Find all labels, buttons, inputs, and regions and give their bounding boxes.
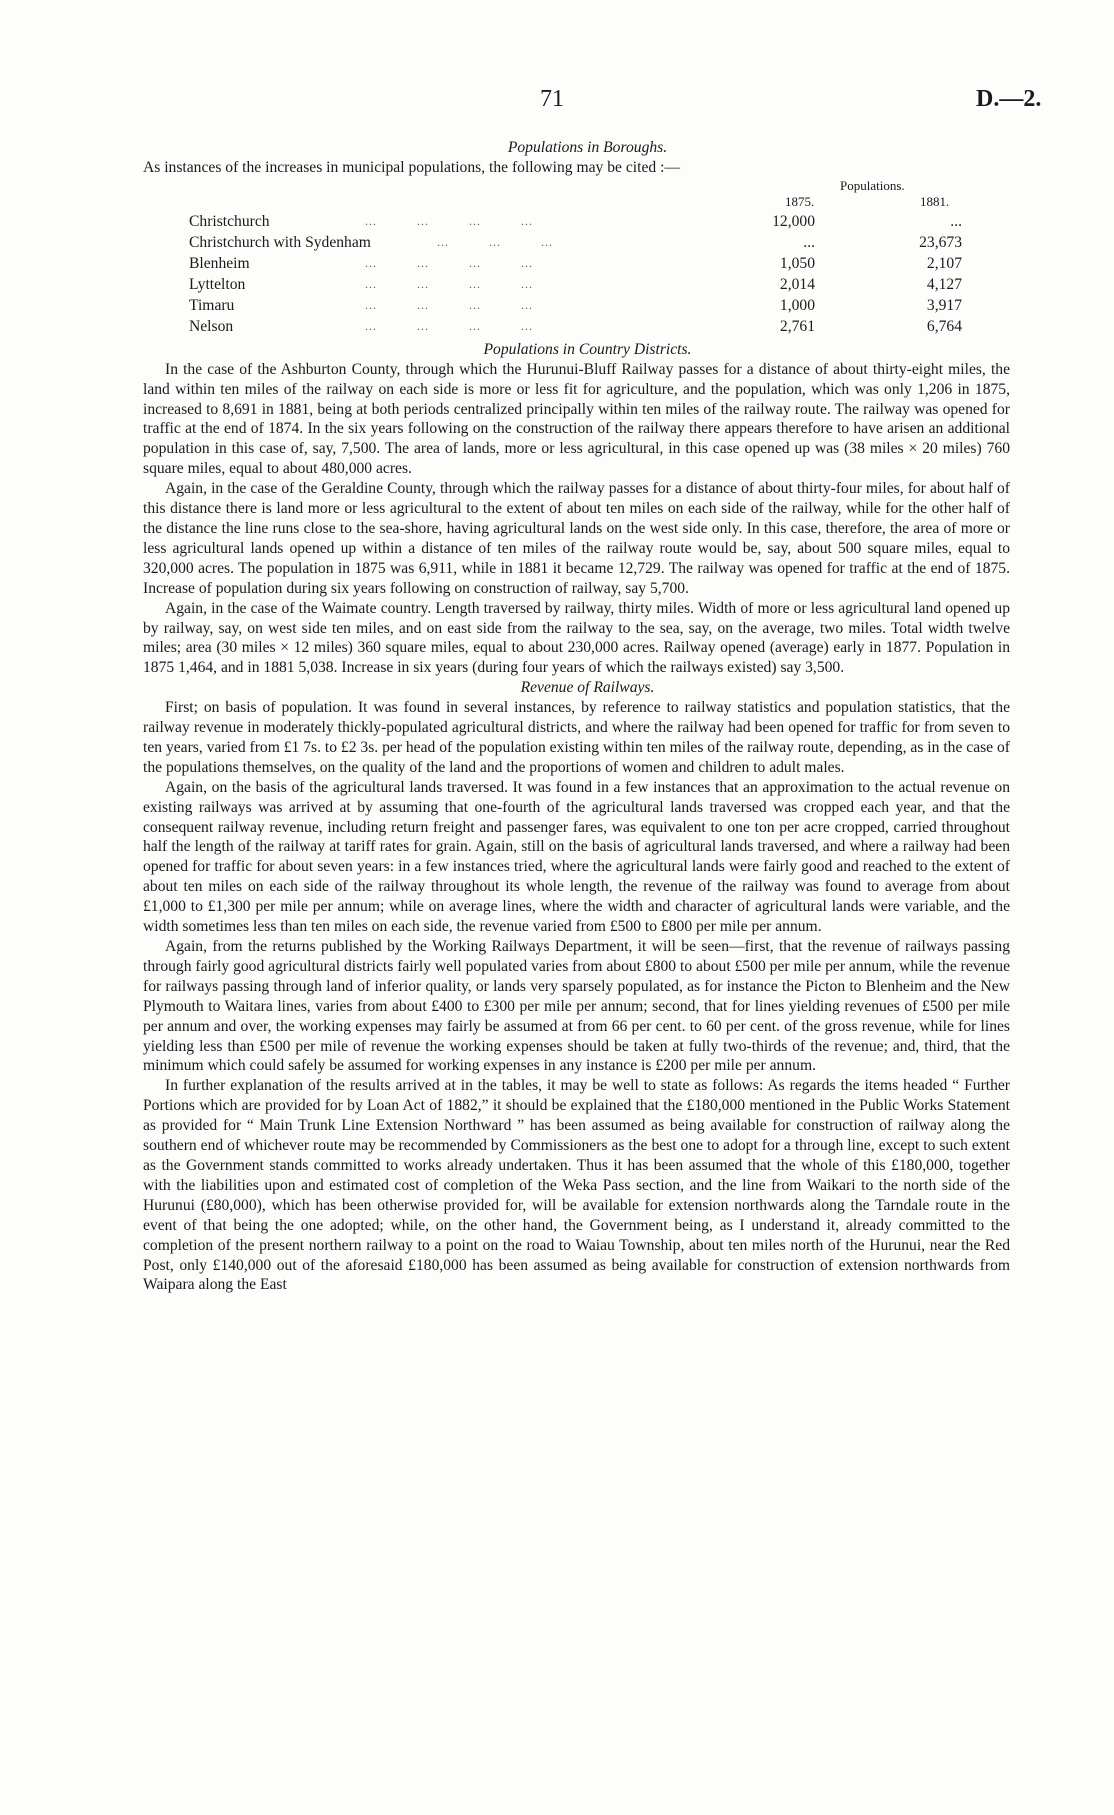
dot-leaders: ... ... ... — [353, 234, 553, 249]
dot-leaders: ... ... ... ... — [353, 213, 533, 228]
boroughs-intro: As instances of the increases in municipal populations, the following may be cited :— — [143, 158, 680, 176]
table-row: Nelson ... ... ... ... 2,761 6,764 — [189, 317, 962, 335]
col-group-header: Populations. — [840, 177, 905, 193]
revenue-heading: Revenue of Railways. — [520, 679, 655, 697]
col-1881-header: 1881. — [920, 193, 950, 209]
revenue-paragraph-4: In further explanation of the results arrived at in the tables, it may be well to state as follows: As regards the items headed “ Further Portions which are provided for by Loan Act of 1882,” it should be explained that the £180,000 mentioned in the Public Works Statement as provided for “ Main Trunk Line Extension Northward ” has been assumed as being available for construction of railway along the southern end of whichever route may be recommended by Commissioners as the best one to adopt for a through line, except to such extent as the Government stands committed to works already undertaken. Thus it has been assumed that the whole of this £180,000, together with the liabilities upon and estimated cost of completion of the Weka Pass section, and the line from Waikari to the north side of the Hurunui (£80,000), which has been otherwise provided for, will be available for extension northwards along the Tarndale route in the event of that being the one adopted; while, on the other hand, the Government being, as I understand it, already committed to the completion of the present northern railway to a point on the road to Waiau Township, about ten miles north of the Hurunui, near the Red Post, only £140,000 out of the aforesaid £180,000 has been assumed as being available for construction of extension northwards from Waipara along the East — [143, 1077, 1010, 1294]
country-paragraph-1: In the case of the Ashburton County, through which the Hurunui-Bluff Railway passes for a distance of about thirty-eight miles, the land within ten miles of the railway on each side is more or less fit for agriculture, and the population, which was only 1,206 in 1875, increased to 8,691 in 1881, being at both periods centralized principally within ten miles of the railway route. The railway was opened for traffic at the end of 1874. In the six years following on the construction of the railway there appears therefore to have arisen an additional population in this case of, say, 7,500. The area of lands, more or less agricultural, in this case opened up was (38 miles × 20 miles) 760 square miles, equal to about 480,000 acres. — [143, 360, 1010, 478]
dot-leaders: ... ... ... ... — [353, 255, 533, 270]
table-row: Lyttelton ... ... ... ... 2,014 4,127 — [189, 275, 962, 293]
table-row: Christchurch ... ... ... ... 12,000 ... — [189, 212, 962, 230]
page-content — [143, 138, 1010, 1295]
population-table — [143, 178, 1010, 340]
page-header — [0, 86, 1114, 116]
country-paragraph-3: Again, in the case of the Waimate country. Length traversed by railway, thirty miles. Width of more or less agricultural land opened up by railway, say, on west side ten miles, and on east side from the railway to the sea, say, on the average, two miles. Total width twelve miles; area (30 miles × 12 miles) 360 square miles, equal to about 230,000 acres. Railway opened (average) early in 1877. Population in 1875 1,464, and in 1881 5,038. Increase in six years (during four years of which the railways existed) say 3,500. — [143, 599, 1010, 677]
dot-leaders: ... ... ... ... — [353, 318, 533, 333]
page-number: 71 — [540, 86, 564, 112]
country-paragraph-2: Again, in the case of the Geraldine County, through which the railway passes for a distance of about thirty-four miles, for about half of this distance there is land more or less agricultural to the extent of about ten miles on each side of the railway, while for the other half of the distance the line runs close to the sea-shore, having agricultural lands on the west side only. In this case, therefore, the area of more or less agricultural lands opened up within a distance of ten miles of the railway route would be, say, about 500 square miles, equal to 320,000 acres. The population in 1875 was 6,911, while in 1881 it became 12,729. The railway was opened for traffic at the end of 1875. Increase of population during six years following on construction of railway, say 5,700. — [143, 480, 1010, 597]
revenue-paragraph-1: First; on basis of population. It was found in several instances, by reference to railway statistics and population statistics, that the railway revenue in moderately thickly-populated agricultural districts, and where the railway had been opened for traffic for from seven to ten years, varied from £1 7s. to £2 3s. per head of the population existing within ten miles of the railway route, depending, as in the case of the populations themselves, on the quality of the land and the proportions of women and children to adult males. — [143, 699, 1010, 776]
document-reference: D.—2. — [976, 86, 1042, 112]
dot-leaders: ... ... ... ... — [353, 276, 533, 291]
revenue-paragraph-3: Again, from the returns published by the Working Railways Department, it will be seen—first, that the revenue of railways passing through fairly good agricultural districts fairly well populated varies from about £800 to about £500 per mile per annum, while the revenue for railways passing through land of inferior quality, or lands very sparsely populated, as for instance the Picton to Blenheim and the New Plymouth to Waitara lines, varies from about £400 to £300 per mile per annum; second, that for lines yielding revenues of £500 per mile per annum and over, the working expenses may fairly be assumed at from 66 per cent. to 60 per cent. of the gross revenue, while for lines yielding less than £500 per mile of revenue the working expenses should be taken at fully two-thirds of the revenue; and, third, that the minimum which could safely be assumed for working expenses in any instance is £200 per mile per annum. — [143, 938, 1010, 1075]
dot-leaders: ... ... ... ... — [353, 297, 533, 312]
col-1875-header: 1875. — [785, 193, 815, 209]
revenue-paragraph-2: Again, on the basis of the agricultural lands traversed. It was found in a few instances that an approximation to the actual revenue on existing railways was arrived at by assuming that one-fourth of the agricultural lands traversed was cropped each year, and that the consequent railway revenue, including return freight and passenger fares, was equivalent to one ton per acre cropped, carried throughout half the length of the railway at tariff rates for grain. Again, still on the basis of agricultural lands traversed, and where a railway had been opened for traffic for about seven years: in a few instances tried, where the agricultural lands were fairly good and reached to the extent of about ten miles on each side of the railway throughout its whole length, the revenue of the railway was found to average from about £1,000 to £1,300 per mile per annum; while on average lines, where the width and character of agricultural lands were variable, and the width sometimes less than ten miles on each side, the revenue varied from £500 to £800 per mile per annum. — [143, 778, 1010, 936]
boroughs-heading: Populations in Boroughs. — [507, 139, 668, 156]
table-row: Christchurch with Sydenham ... ... ... ... 23,673 — [189, 233, 962, 251]
table-row: Timaru ... ... ... ... 1,000 3,917 — [189, 296, 962, 314]
country-heading: Populations in Country Districts. — [483, 340, 692, 358]
table-row: Blenheim ... ... ... ... 1,050 2,107 — [189, 254, 962, 272]
